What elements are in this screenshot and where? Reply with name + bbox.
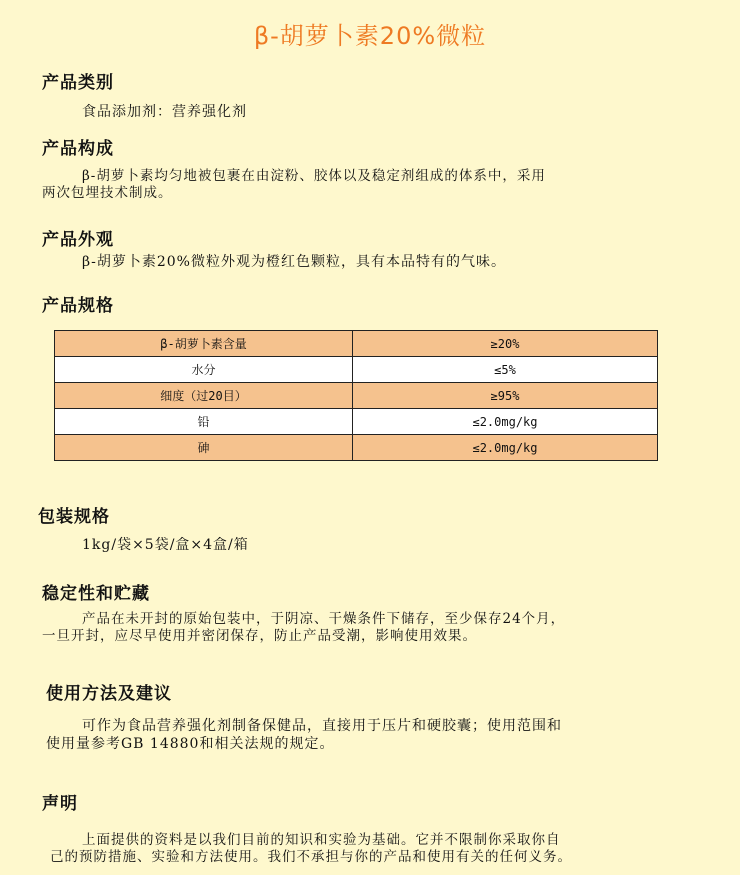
spec-item: 铅 xyxy=(55,409,353,435)
heading-storage: 稳定性和贮藏 xyxy=(42,584,150,604)
spec-table xyxy=(54,330,658,461)
heading-category: 产品类别 xyxy=(42,73,114,93)
table-row xyxy=(55,435,658,461)
heading-appearance: 产品外观 xyxy=(42,230,114,250)
statement-line-2: 己的预防措施、实验和方法使用。我们不承担与你的产品和使用有关的任何义务。 xyxy=(50,849,572,865)
page-title: β-胡萝卜素20%微粒 xyxy=(253,22,487,50)
composition-line-1: β-胡萝卜素均匀地被包裹在由淀粉、胶体以及稳定剂组成的体系中，采用 xyxy=(82,168,546,184)
heading-spec: 产品规格 xyxy=(42,296,114,316)
spec-item: 水分 xyxy=(55,357,353,383)
heading-usage: 使用方法及建议 xyxy=(46,684,172,704)
statement-line-1: 上面提供的资料是以我们目前的知识和实验为基础。它并不限制你采取你自 xyxy=(82,832,561,848)
composition-line-2: 两次包埋技术制成。 xyxy=(42,185,173,201)
heading-composition: 产品构成 xyxy=(42,139,114,159)
heading-packaging: 包装规格 xyxy=(38,507,110,527)
usage-line-2: 使用量参考GB 14880和相关法规的规定。 xyxy=(46,736,335,752)
storage-line-1: 产品在未开封的原始包装中，于阴凉、干燥条件下储存，至少保存24个月， xyxy=(82,611,566,627)
spec-value: ≤5% xyxy=(353,357,658,383)
spec-value: ≥95% xyxy=(353,383,658,409)
spec-value: ≤2.0mg/kg xyxy=(353,409,658,435)
spec-value: ≥20% xyxy=(353,331,658,357)
spec-item: 砷 xyxy=(55,435,353,461)
spec-value: ≤2.0mg/kg xyxy=(353,435,658,461)
category-text: 食品添加剂：营养强化剂 xyxy=(82,104,247,120)
usage-line-1: 可作为食品营养强化剂制备保健品，直接用于压片和硬胶囊；使用范围和 xyxy=(82,718,562,734)
spec-item: 细度（过20目） xyxy=(55,383,353,409)
table-row xyxy=(55,331,658,357)
table-row xyxy=(55,383,658,409)
table-row xyxy=(55,409,658,435)
appearance-text: β-胡萝卜素20%微粒外观为橙红色颗粒，具有本品特有的气味。 xyxy=(82,254,506,270)
spec-item: β-胡萝卜素含量 xyxy=(55,331,353,357)
heading-statement: 声明 xyxy=(42,794,78,814)
table-row xyxy=(55,357,658,383)
packaging-text: 1kg/袋×5袋/盒×4盒/箱 xyxy=(82,537,249,553)
storage-line-2: 一旦开封，应尽早使用并密闭保存，防止产品受潮，影响使用效果。 xyxy=(42,628,477,644)
